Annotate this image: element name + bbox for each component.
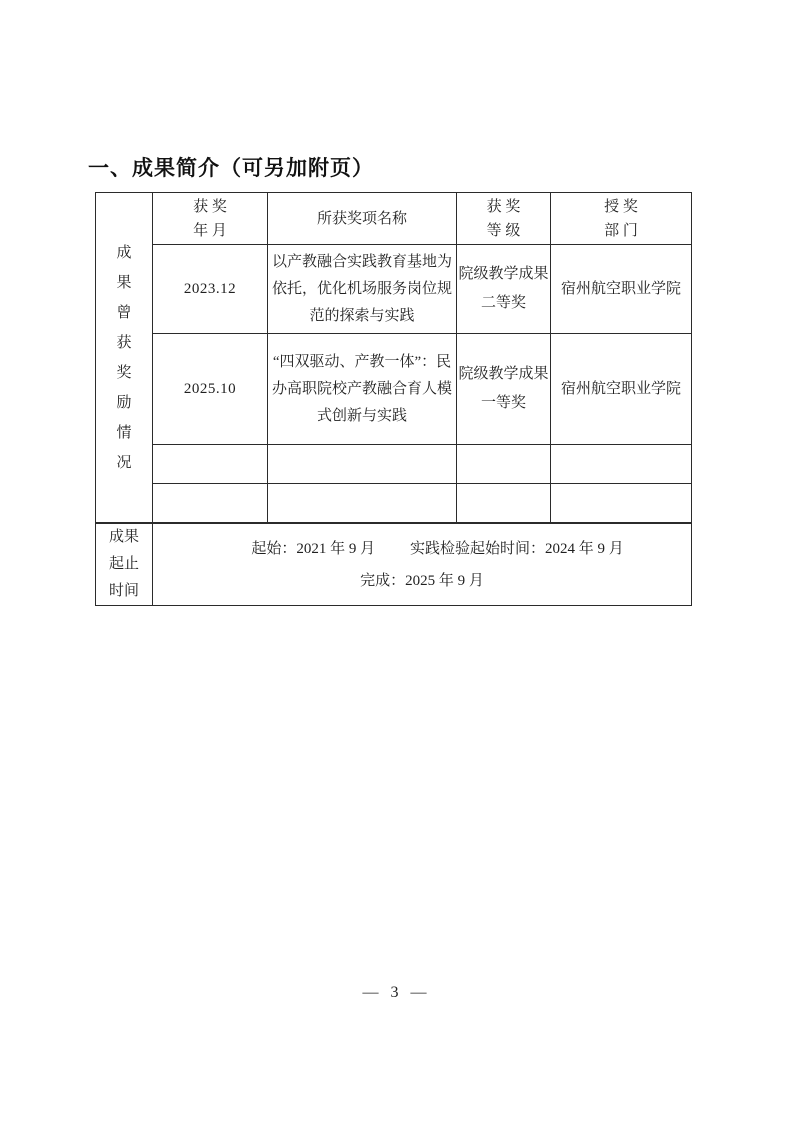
- award-name: [268, 445, 457, 484]
- header-award-level: [457, 193, 551, 245]
- award-department: [551, 445, 692, 484]
- awards-table: [95, 192, 692, 606]
- award-name: 以产教融合实践教育基地为依托，优化机场服务岗位规范的探索与实践: [268, 245, 457, 334]
- header-award-department: [551, 193, 692, 245]
- duration-start: 起始：2021 年 9 月: [251, 540, 376, 557]
- award-date: 2025.10: [153, 334, 268, 445]
- award-date: [153, 484, 268, 524]
- award-date: 2023.12: [153, 245, 268, 334]
- header-award-level-line1: 获 奖: [486, 198, 521, 215]
- header-award-name: 所获奖项名称: [268, 193, 457, 245]
- award-level: 院级教学成果一等奖: [457, 334, 551, 445]
- award-row-empty: [96, 484, 692, 524]
- duration-line1: [153, 533, 691, 565]
- award-level: 院级教学成果二等奖: [457, 245, 551, 334]
- award-date: [153, 445, 268, 484]
- header-award-department-line1: 授 奖: [604, 198, 638, 215]
- award-level: [457, 445, 551, 484]
- award-department: 宿州航空职业学院: [551, 245, 692, 334]
- header-award-date-line1: 获 奖: [193, 198, 227, 215]
- header-award-date-line2: 年 月: [193, 222, 227, 239]
- award-level: [457, 484, 551, 524]
- award-department: [551, 484, 692, 524]
- awards-group-label-cell: [96, 193, 153, 524]
- duration-label-cell: [96, 523, 153, 606]
- award-name: [268, 484, 457, 524]
- awards-header-row: [96, 193, 692, 245]
- duration-values-cell: [153, 523, 692, 606]
- duration-practice-check: 实践检验起始时间：2024 年 9 月: [409, 540, 624, 557]
- section-heading: 一、成果简介（可另加附页）: [88, 157, 374, 180]
- award-row: [96, 245, 692, 334]
- award-name: “四双驱动、产教一体”：民办高职院校产教融合育人模式创新与实践: [268, 334, 457, 445]
- awards-group-label: 成果曾获奖励情况: [116, 244, 132, 471]
- award-department: 宿州航空职业学院: [551, 334, 692, 445]
- award-row-empty: [96, 445, 692, 484]
- duration-line2: [153, 565, 691, 597]
- duration-row: [96, 523, 692, 606]
- header-award-date: [153, 193, 268, 245]
- header-award-department-line2: 部 门: [604, 222, 638, 239]
- page-number: — 3 —: [362, 984, 431, 1001]
- award-row: [96, 334, 692, 445]
- duration-label: 成果起止时间: [108, 529, 139, 599]
- header-award-level-line2: 等 级: [486, 222, 521, 239]
- duration-end: 完成：2025 年 9 月: [360, 572, 484, 589]
